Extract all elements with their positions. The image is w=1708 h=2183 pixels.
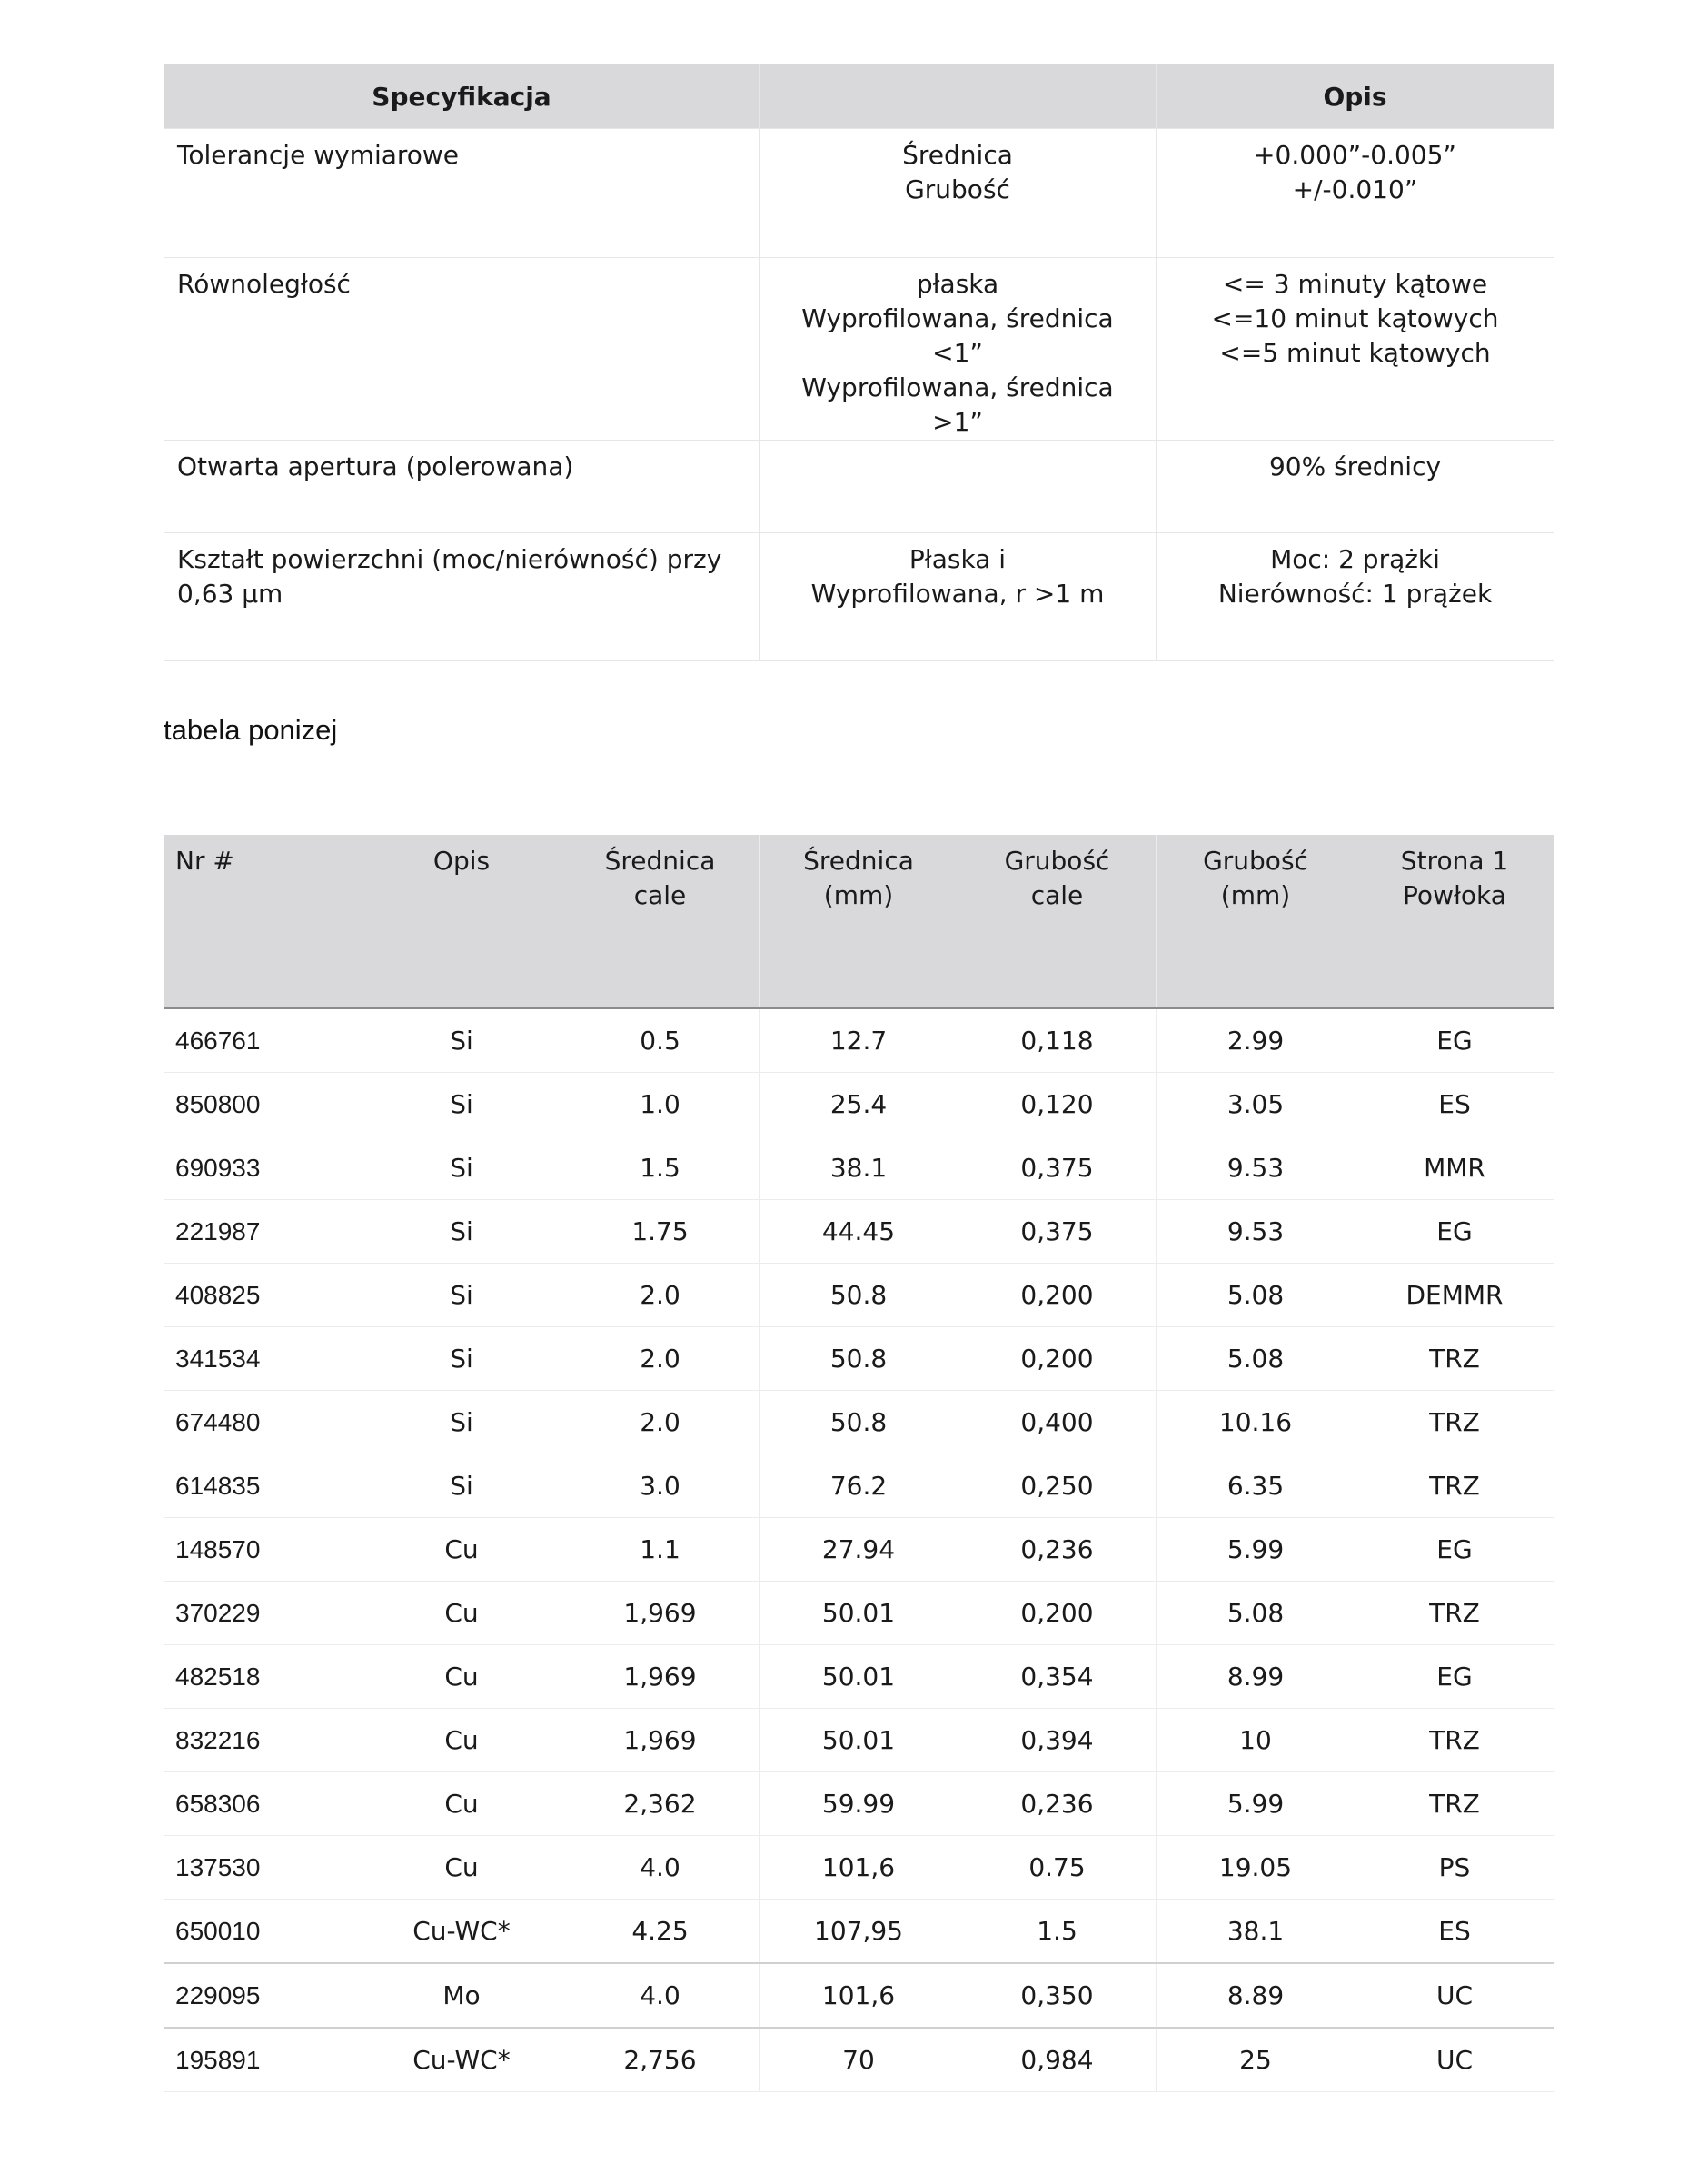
spec-value: <= 3 minuty kątowe [1222,269,1488,299]
thickness-mm-cell: 5.99 [1157,1772,1355,1836]
coating-cell: TRZ [1355,1327,1554,1391]
table-row [164,1582,1554,1645]
diameter-inches-cell: 2,362 [561,1772,760,1836]
diameter-inches-cell: 2.0 [561,1327,760,1391]
part-number-cell: 690933 [164,1136,362,1200]
header-line: cale [633,880,687,910]
diameter-inches-cell: 1.75 [561,1200,760,1264]
thickness-inches-cell: 0,200 [958,1264,1157,1327]
header-line: (mm) [823,880,894,910]
diameter-mm-cell: 76.2 [760,1454,958,1518]
part-number-cell: 148570 [164,1518,362,1582]
table-row [164,2028,1554,2092]
diameter-mm-cell: 107,95 [760,1900,958,1964]
diameter-mm-cell: 50.8 [760,1391,958,1454]
spec-params [760,441,1157,533]
header-thickness-inches [958,835,1157,1008]
diameter-inches-cell: 1.5 [561,1136,760,1200]
thickness-mm-cell: 9.53 [1157,1136,1355,1200]
header-line: Grubość [1203,846,1308,876]
header-diameter-mm [760,835,958,1008]
spec-row-surface-figure [164,533,1554,661]
spec-values [1157,441,1554,533]
table-row [164,1136,1554,1200]
thickness-inches-cell: 0,200 [958,1582,1157,1645]
spec-row-parallelism [164,258,1554,441]
part-number-cell: 195891 [164,2028,362,2092]
thickness-inches-cell: 0,250 [958,1454,1157,1518]
header-line: Grubość [1004,846,1110,876]
header-part-number [164,835,362,1008]
spec-value: +/-0.010” [1292,174,1418,204]
material-cell: Cu [362,1518,561,1582]
header-thickness-mm [1157,835,1355,1008]
diameter-mm-cell: 25.4 [760,1073,958,1136]
spec-param: Grubość [905,174,1010,204]
product-table-body [164,1008,1554,2092]
table-row [164,1645,1554,1709]
thickness-inches-cell: 1.5 [958,1900,1157,1964]
diameter-inches-cell: 4.0 [561,1836,760,1900]
coating-cell: TRZ [1355,1582,1554,1645]
coating-cell: TRZ [1355,1772,1554,1836]
header-line: Średnica [803,846,914,876]
material-cell: Si [362,1454,561,1518]
thickness-inches-cell: 0,120 [958,1073,1157,1136]
spec-values [1157,129,1554,258]
thickness-inches-cell: 0,354 [958,1645,1157,1709]
coating-cell: EG [1355,1200,1554,1264]
coating-cell: DEMMR [1355,1264,1554,1327]
material-cell: Cu [362,1582,561,1645]
spec-value: <=10 minut kątowych [1211,303,1499,333]
header-line: cale [1030,880,1084,910]
material-cell: Cu [362,1836,561,1900]
table-caption: tabela ponizej [164,714,338,746]
thickness-mm-cell: 19.05 [1157,1836,1355,1900]
material-cell: Cu [362,1709,561,1772]
diameter-inches-cell: 4.25 [561,1900,760,1964]
header-line: (mm) [1220,880,1291,910]
diameter-mm-cell: 50.01 [760,1645,958,1709]
diameter-mm-cell: 12.7 [760,1008,958,1073]
diameter-mm-cell: 70 [760,2028,958,2092]
thickness-inches-cell: 0,375 [958,1200,1157,1264]
spec-values [1157,258,1554,441]
part-number-cell: 370229 [164,1582,362,1645]
coating-cell: TRZ [1355,1454,1554,1518]
part-number-cell: 408825 [164,1264,362,1327]
diameter-inches-cell: 2,756 [561,2028,760,2092]
thickness-mm-cell: 3.05 [1157,1073,1355,1136]
diameter-mm-cell: 59.99 [760,1772,958,1836]
diameter-mm-cell: 101,6 [760,1836,958,1900]
diameter-inches-cell: 1.0 [561,1073,760,1136]
table-row [164,1008,1554,1073]
spec-param: Wyprofilowana, średnica <1” [801,303,1114,368]
spec-value: 90% średnicy [1268,451,1442,481]
header-description [362,835,561,1008]
table-row [164,1772,1554,1836]
diameter-inches-cell: 1.1 [561,1518,760,1582]
part-number-cell: 482518 [164,1645,362,1709]
part-number-cell: 137530 [164,1836,362,1900]
specification-table [164,64,1554,661]
spec-param: Wyprofilowana, średnica >1” [801,372,1114,437]
table-row [164,1327,1554,1391]
spec-header-description: Opis [1157,64,1554,129]
material-cell: Si [362,1073,561,1136]
spec-value: Moc: 2 prążki [1270,544,1440,574]
spec-header-row [164,64,1554,129]
header-side1-coating [1355,835,1554,1008]
spec-param: Średnica [902,140,1013,170]
thickness-inches-cell: 0,984 [958,2028,1157,2092]
spec-header-specification: Specyfikacja [164,64,760,129]
spec-label: Otwarta apertura (polerowana) [164,441,760,533]
part-number-cell: 658306 [164,1772,362,1836]
thickness-mm-cell: 5.08 [1157,1264,1355,1327]
diameter-inches-cell: 4.0 [561,1963,760,2028]
diameter-inches-cell: 3.0 [561,1454,760,1518]
header-line: Strona 1 [1400,846,1509,876]
thickness-mm-cell: 38.1 [1157,1900,1355,1964]
material-cell: Si [362,1200,561,1264]
thickness-inches-cell: 0,394 [958,1709,1157,1772]
spec-param: Płaska i [909,544,1007,574]
diameter-mm-cell: 101,6 [760,1963,958,2028]
table-row [164,1264,1554,1327]
diameter-inches-cell: 2.0 [561,1391,760,1454]
table-row [164,1073,1554,1136]
material-cell: Si [362,1136,561,1200]
table-row [164,1963,1554,2028]
product-table [164,835,1554,2092]
thickness-mm-cell: 25 [1157,2028,1355,2092]
diameter-mm-cell: 50.8 [760,1264,958,1327]
spec-header-parameter [760,64,1157,129]
diameter-inches-cell: 1,969 [561,1709,760,1772]
thickness-inches-cell: 0,375 [958,1136,1157,1200]
table-row [164,1391,1554,1454]
part-number-cell: 850800 [164,1073,362,1136]
diameter-inches-cell: 1,969 [561,1582,760,1645]
thickness-mm-cell: 8.89 [1157,1963,1355,2028]
thickness-mm-cell: 8.99 [1157,1645,1355,1709]
table-row [164,1709,1554,1772]
spec-params [760,533,1157,661]
thickness-mm-cell: 10.16 [1157,1391,1355,1454]
thickness-inches-cell: 0,350 [958,1963,1157,2028]
thickness-mm-cell: 5.08 [1157,1582,1355,1645]
thickness-mm-cell: 10 [1157,1709,1355,1772]
spec-values [1157,533,1554,661]
coating-cell: PS [1355,1836,1554,1900]
coating-cell: TRZ [1355,1709,1554,1772]
material-cell: Si [362,1327,561,1391]
spec-value: <=5 minut kątowych [1219,338,1491,368]
part-number-cell: 221987 [164,1200,362,1264]
coating-cell: ES [1355,1900,1554,1964]
part-number-cell: 614835 [164,1454,362,1518]
diameter-inches-cell: 2.0 [561,1264,760,1327]
coating-cell: MMR [1355,1136,1554,1200]
header-diameter-inches [561,835,760,1008]
material-cell: Mo [362,1963,561,2028]
thickness-mm-cell: 5.99 [1157,1518,1355,1582]
coating-cell: UC [1355,1963,1554,2028]
material-cell: Cu [362,1772,561,1836]
header-line: Powłoka [1403,880,1506,910]
table-row [164,1836,1554,1900]
part-number-cell: 674480 [164,1391,362,1454]
part-number-cell: 229095 [164,1963,362,2028]
material-cell: Cu-WC* [362,1900,561,1964]
coating-cell: UC [1355,2028,1554,2092]
thickness-inches-cell: 0,118 [958,1008,1157,1073]
thickness-mm-cell: 5.08 [1157,1327,1355,1391]
spec-row-dimensional-tolerances [164,129,1554,258]
thickness-inches-cell: 0.75 [958,1836,1157,1900]
spec-row-clear-aperture [164,441,1554,533]
header-line: Opis [432,846,491,876]
coating-cell: TRZ [1355,1391,1554,1454]
diameter-mm-cell: 44.45 [760,1200,958,1264]
part-number-cell: 832216 [164,1709,362,1772]
thickness-inches-cell: 0,236 [958,1772,1157,1836]
thickness-mm-cell: 6.35 [1157,1454,1355,1518]
diameter-inches-cell: 0.5 [561,1008,760,1073]
part-number-cell: 466761 [164,1008,362,1073]
header-line: Średnica [604,846,716,876]
spec-params [760,258,1157,441]
coating-cell: EG [1355,1008,1554,1073]
spec-params [760,129,1157,258]
material-cell: Si [362,1391,561,1454]
spec-param: Wyprofilowana, r >1 m [810,579,1105,609]
part-number-cell: 341534 [164,1327,362,1391]
table-row [164,1454,1554,1518]
table-row [164,1900,1554,1964]
spec-value: +0.000”-0.005” [1254,140,1456,170]
spec-label: Kształt powierzchni (moc/nierówność) przy 0,63 µm [164,533,760,661]
spec-param: płaska [916,269,999,299]
diameter-mm-cell: 50.8 [760,1327,958,1391]
thickness-mm-cell: 9.53 [1157,1200,1355,1264]
header-line: Nr # [175,846,234,876]
coating-cell: EG [1355,1645,1554,1709]
material-cell: Cu-WC* [362,2028,561,2092]
part-number-cell: 650010 [164,1900,362,1964]
diameter-mm-cell: 27.94 [760,1518,958,1582]
coating-cell: EG [1355,1518,1554,1582]
thickness-inches-cell: 0,200 [958,1327,1157,1391]
table-row [164,1518,1554,1582]
thickness-inches-cell: 0,236 [958,1518,1157,1582]
table-row [164,1200,1554,1264]
spec-label: Równoległość [164,258,760,441]
coating-cell: ES [1355,1073,1554,1136]
diameter-mm-cell: 50.01 [760,1582,958,1645]
spec-value: Nierówność: 1 prążek [1217,579,1493,609]
diameter-mm-cell: 38.1 [760,1136,958,1200]
material-cell: Cu [362,1645,561,1709]
thickness-mm-cell: 2.99 [1157,1008,1355,1073]
diameter-inches-cell: 1,969 [561,1645,760,1709]
material-cell: Si [362,1008,561,1073]
spec-label: Tolerancje wymiarowe [164,129,760,258]
material-cell: Si [362,1264,561,1327]
diameter-mm-cell: 50.01 [760,1709,958,1772]
product-header-row [164,835,1554,1008]
thickness-inches-cell: 0,400 [958,1391,1157,1454]
